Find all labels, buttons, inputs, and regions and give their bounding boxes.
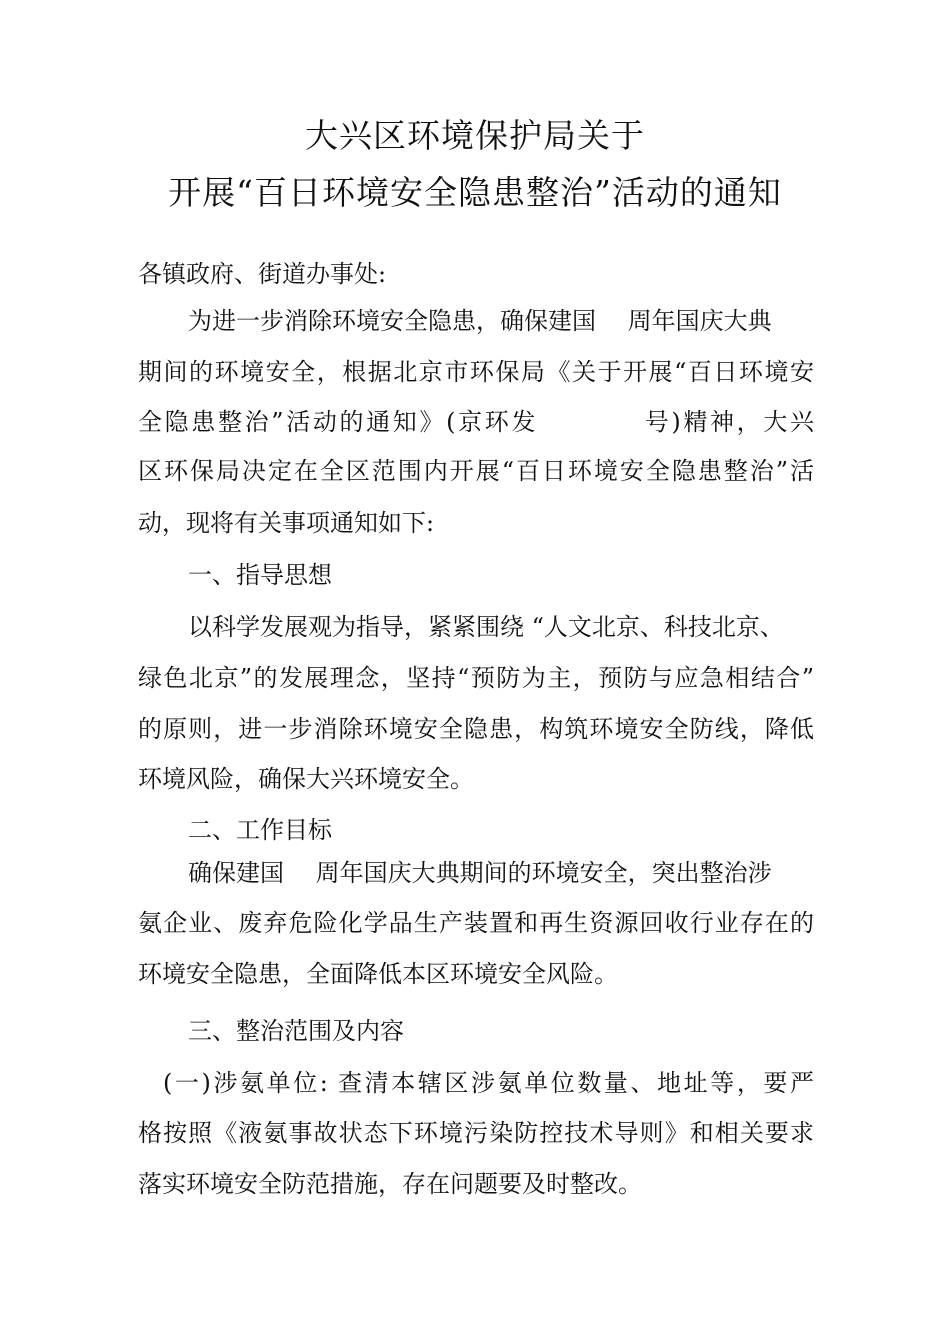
intro-line-3: 全隐患整治”活动的通知》(京环发 号)精神，大兴 [138, 408, 814, 436]
section-1-line-1: 以科学发展观为指导，紧紧围绕 “人文北京、科技北京、 [188, 613, 784, 641]
section-3-line-1: (一)涉氨单位: 查清本辖区涉氨单位数量、地址等，要严 [163, 1069, 814, 1097]
section-3-line-3: 落实环境安全防范措施，存在问题要及时整改。 [138, 1170, 642, 1198]
intro-line-1: 为进一步消除环境安全隐患，确保建国 周年国庆大典 [188, 307, 772, 335]
section-2-line-1: 确保建国 周年国庆大典期间的环境安全，突出整治涉 [188, 859, 772, 887]
section-2-line-3: 环境安全隐患，全面降低本区环境安全风险。 [138, 960, 618, 988]
section-3-line-2: 格按照《液氨事故状态下环境污染防控技术导则》和相关要求 [138, 1119, 814, 1147]
section-1-heading: 一、指导思想 [188, 561, 332, 589]
salutation: 各镇政府、街道办事处: [138, 260, 387, 288]
section-1-line-3: 的原则，进一步消除环境安全隐患，构筑环境安全防线，降低 [138, 715, 814, 743]
document-title-line-1: 大兴区环境保护局关于 [305, 116, 645, 155]
intro-line-2: 期间的环境安全，根据北京市环保局《关于开展“百日环境安 [138, 358, 814, 386]
intro-line-5: 动，现将有关事项通知如下: [138, 509, 435, 537]
section-2-heading: 二、工作目标 [188, 816, 332, 844]
section-2-line-2: 氨企业、废弃危险化学品生产装置和再生资源回收行业存在的 [138, 909, 814, 937]
intro-line-4: 区环保局决定在全区范围内开展“百日环境安全隐患整治”活 [138, 457, 814, 485]
document-title-line-2: 开展“百日环境安全隐患整治”活动的通知 [168, 173, 782, 212]
section-1-line-4: 环境风险，确保大兴环境安全。 [138, 765, 474, 793]
section-1-line-2: 绿色北京”的发展理念，坚持“预防为主，预防与应急相结合” [138, 664, 814, 692]
section-3-heading: 三、整治范围及内容 [188, 1017, 404, 1045]
